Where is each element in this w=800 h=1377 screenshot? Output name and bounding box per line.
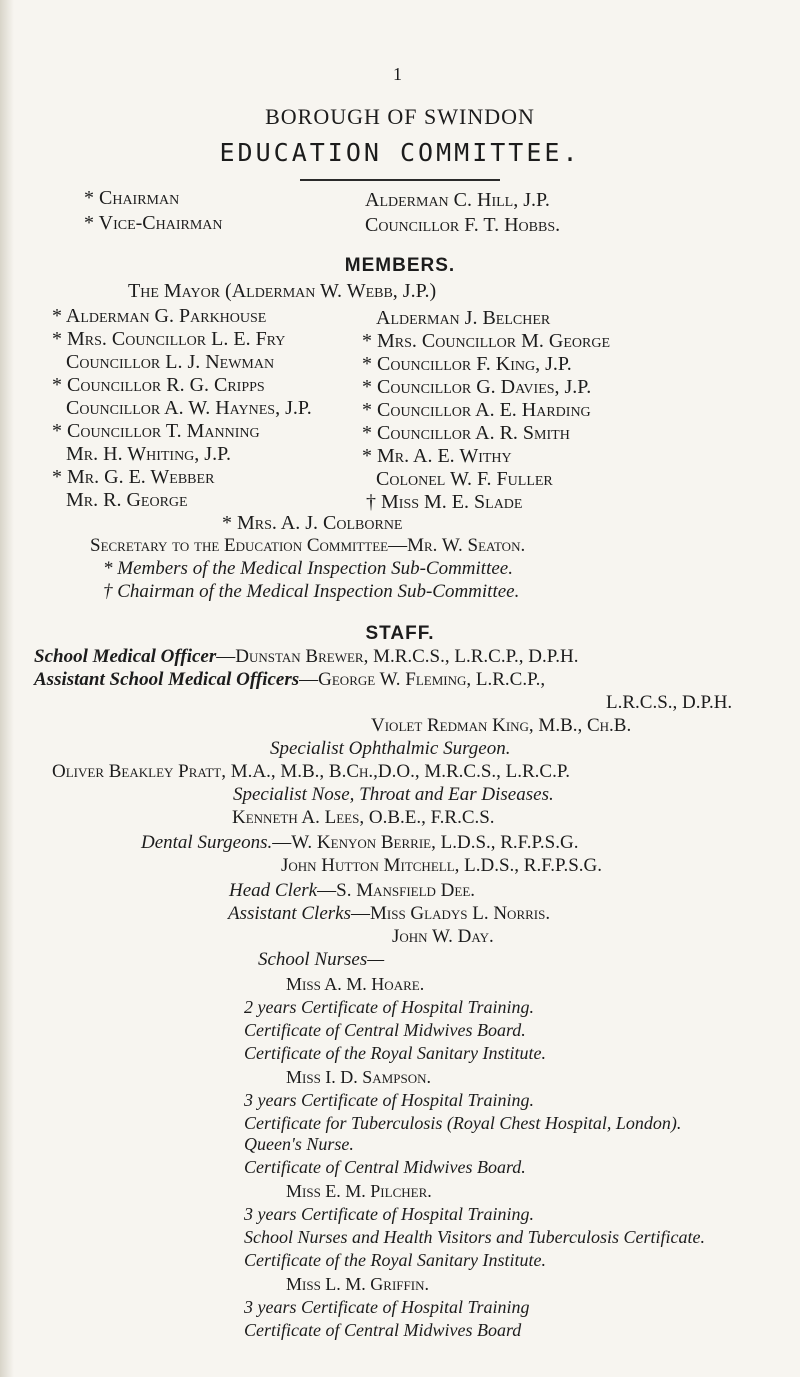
member-left: * Mrs. Councillor L. E. Fry: [52, 328, 286, 350]
nurse-qualification: Queen's Nurse.: [244, 1134, 354, 1154]
member-right: † Miss M. E. Slade: [366, 491, 523, 513]
head-clerk-name: —S. Mansfield Dee.: [317, 880, 476, 901]
asmo-name1: —George W. Fleming, L.R.C.P.,: [299, 669, 546, 690]
member-left: * Mr. G. E. Webber: [52, 466, 215, 488]
member-right: * Councillor F. King, J.P.: [362, 353, 572, 375]
staff-heading: STAFF.: [365, 623, 435, 644]
member-left: Mr. R. George: [66, 489, 188, 511]
nurse-qualification: 2 years Certificate of Hospital Training.: [244, 997, 535, 1017]
member-last: * Mrs. A. J. Colborne: [222, 512, 403, 534]
asmo-label: Assistant School Medical Officers: [34, 669, 300, 690]
asst-clerks-name1: —Miss Gladys L. Norris.: [350, 903, 551, 924]
footnote-chairman: † Chairman of the Medical Inspection Sub-Committee.: [103, 581, 520, 602]
nurse-name: Miss I. D. Sampson.: [286, 1067, 431, 1087]
dental-name1: —W. Kenyon Berrie, L.D.S., R.F.P.S.G.: [272, 832, 579, 853]
dental-name2: John Hutton Mitchell, L.D.S., R.F.P.S.G.: [281, 855, 602, 876]
nurse-qualification: Certificate of the Royal Sanitary Institute.: [244, 1043, 546, 1063]
members-heading: MEMBERS.: [344, 255, 456, 276]
member-right: Colonel W. F. Fuller: [376, 468, 553, 490]
dental-label: Dental Surgeons.: [141, 832, 273, 853]
nurse-qualification: Certificate of the Royal Sanitary Institute.: [244, 1250, 546, 1270]
head-clerk-label: Head Clerk: [229, 880, 318, 901]
nurse-name: Miss L. M. Griffin.: [286, 1274, 429, 1294]
dental-line: [141, 832, 578, 854]
member-right: * Councillor A. E. Harding: [362, 399, 591, 421]
nurse-qualification: School Nurses and Health Visitors and Tuberculosis Certificate.: [244, 1227, 705, 1247]
footnote-members: * Members of the Medical Inspection Sub-Committee.: [103, 558, 513, 579]
page-number: 1: [393, 64, 402, 84]
nurse-name: Miss A. M. Hoare.: [286, 974, 425, 994]
chairman-name: Alderman C. Hill, J.P.: [365, 189, 550, 211]
member-left: * Alderman G. Parkhouse: [52, 305, 267, 327]
member-right: Alderman J. Belcher: [376, 307, 551, 329]
member-right: * Councillor G. Davies, J.P.: [362, 376, 592, 398]
secretary-line: Secretary to the Education Committee—Mr. W. Seaton.: [90, 535, 526, 556]
nurse-qualification: Certificate for Tuberculosis (Royal Chest Hospital, London).: [244, 1113, 682, 1133]
committee-heading: EDUCATION COMMITTEE.: [219, 138, 581, 167]
ophth-label: Specialist Ophthalmic Surgeon.: [270, 738, 511, 759]
member-left: * Councillor T. Manning: [52, 420, 260, 442]
heading-rule: [300, 179, 500, 181]
nurse-qualification: 3 years Certificate of Hospital Training.: [244, 1090, 535, 1110]
member-left: Councillor L. J. Newman: [66, 351, 275, 373]
member-right: * Mr. A. E. Withy: [362, 445, 512, 467]
nurses-label: School Nurses—: [258, 949, 385, 970]
asst-clerks-label: Assistant Clerks: [228, 903, 351, 924]
asmo-name2: Violet Redman King, M.B., Ch.B.: [371, 715, 632, 736]
nurse-qualification: 3 years Certificate of Hospital Training: [244, 1297, 530, 1317]
asst-clerks-name2: John W. Day.: [392, 926, 494, 947]
vice-chairman-name: Councillor F. T. Hobbs.: [365, 214, 561, 236]
ophth-name: Oliver Beakley Pratt, M.A., M.B., B.Ch.,D.O., M.R.C.S., L.R.C.P.: [52, 761, 571, 782]
smo-label: School Medical Officer: [34, 646, 217, 667]
mayor-line: The Mayor (Alderman W. Webb, J.P.): [128, 280, 437, 302]
member-right: * Mrs. Councillor M. George: [362, 330, 611, 352]
vice-chairman-role: * Vice-Chairman: [84, 212, 223, 234]
nurse-qualification: Certificate of Central Midwives Board.: [244, 1157, 526, 1177]
member-left: Councillor A. W. Haynes, J.P.: [66, 397, 312, 419]
nurse-qualification: Certificate of Central Midwives Board: [244, 1320, 522, 1340]
smo-line: [34, 646, 578, 668]
ent-name: Kenneth A. Lees, O.B.E., F.R.C.S.: [232, 807, 495, 828]
page-edge-shadow: [0, 0, 14, 1377]
asst-clerks-line: [228, 903, 550, 925]
nurse-qualification: Certificate of Central Midwives Board.: [244, 1020, 526, 1040]
nurse-name: Miss E. M. Pilcher.: [286, 1181, 432, 1201]
head-clerk-line: [229, 880, 475, 902]
member-right: * Councillor A. R. Smith: [362, 422, 570, 444]
ent-label: Specialist Nose, Throat and Ear Diseases.: [233, 784, 554, 805]
chairman-role: * Chairman: [84, 187, 180, 209]
member-left: * Councillor R. G. Cripps: [52, 374, 265, 396]
borough-heading: BOROUGH OF SWINDON: [265, 104, 535, 129]
asmo-name1-cont: L.R.C.S., D.P.H.: [606, 692, 733, 713]
smo-name: —Dunstan Brewer, M.R.C.S., L.R.C.P., D.P.H.: [216, 646, 579, 667]
member-left: Mr. H. Whiting, J.P.: [66, 443, 231, 465]
nurse-qualification: 3 years Certificate of Hospital Training.: [244, 1204, 535, 1224]
asmo-line: [34, 669, 545, 691]
